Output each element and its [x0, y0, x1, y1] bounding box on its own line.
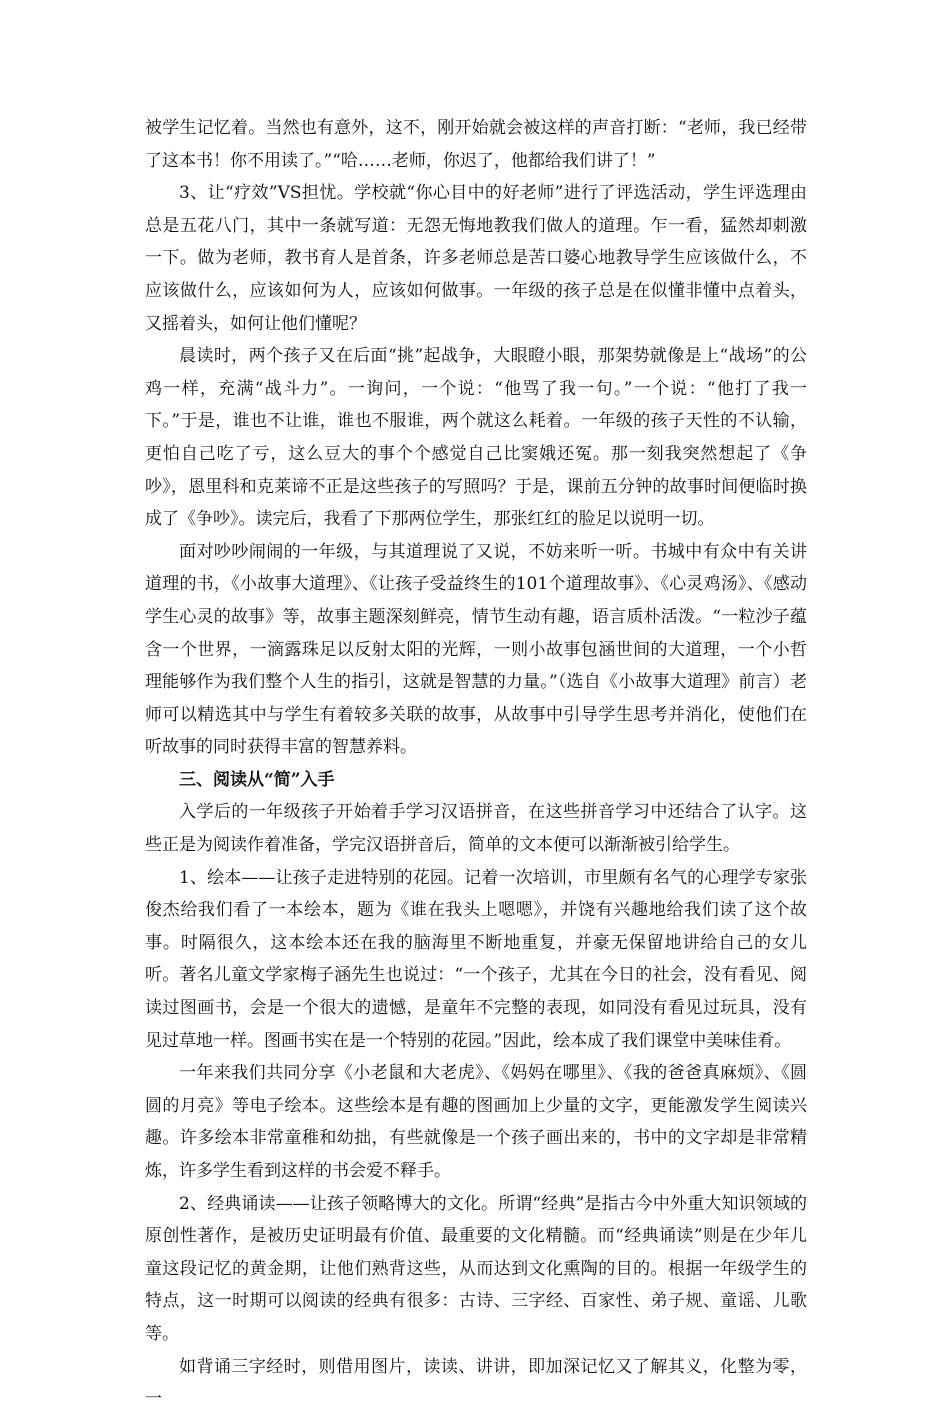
paragraph-pinyin: 入学后的一年级孩子开始着手学习汉语拼音，在这些拼音学习中还结合了认字。这些正是为阅读作着准备，学完汉语拼音后，简单的文本便可以渐渐被引给学生。	[145, 802, 807, 856]
paragraph-picture-books: 1、绘本——让孩子走进特别的花园。记着一次培训，市里颇有名气的心理学专家张俊杰给我们看了一本绘本，题为《谁在我头上嗯嗯》，并饶有兴趣地给我们读了这个故事。时隔很久，这本绘本还在我的脑海里不断地重复，并豪无保留地讲给自己的女儿听。著名儿童文学家梅子涵先生也说过：“一个孩子，尤其在今日的社会，没有看见、阅读过图画书，会是一个很大的遗憾，是童年不完整的表现，如同没有看见过玩具，没有见过草地一样。图画书实在是一个特别的花园。”因此，绘本成了我们课堂中美味佳肴。	[145, 867, 807, 1051]
paragraph-story-books: 面对吵吵闹闹的一年级，与其道理说了又说，不妨来听一听。书城中有众中有关讲道理的书，《小故事大道理》、《让孩子受益终生的101个道理故事》、《心灵鸡汤》、《感动学生心灵的故事》等，故事主题深刻鲜亮，情节生动有趣，语言质朴活泼。“一粒沙子蕴含一个世界，一滴露珠足以反射太阳的光辉，一则小故事包涵世间的大道理，一个小哲理能够作为我们整个人生的指引，这就是智慧的力量。”（选自《小故事大道理》前言）老师可以精选其中与学生有着较多关联的故事，从故事中引导学生思考并消化，使他们在听故事的同时获得丰富的智慧养料。	[145, 541, 807, 758]
paragraph-treatment-worry: 3、让“疗效”VS担忧。学校就“你心目中的好老师”进行了评选活动，学生评选理由总是五花八门，其中一条就写道：无怨无悔地教我们做人的道理。乍一看，猛然却刺激一下。做为老师，教书育人是首条，许多老师总是苦口婆心地教导学生应该做什么，不应该做什么，应该如何为人，应该如何做事。一年级的孩子总是在似懂非懂中点着头，又摇着头，如何让他们懂呢？	[145, 183, 807, 334]
section-heading: 三、阅读从“简”入手	[179, 769, 335, 790]
paragraph-classics: 2、经典诵读——让孩子领略博大的文化。所谓“经典”是指古今中外重大知识领域的原创性著作，是被历史证明最有价值、最重要的文化精髓。而“经典诵读”则是在少年儿童这段记忆的黄金期，让他们熟背这些，从而达到文化熏陶的目的。根据一年级学生的特点，这一时期可以阅读的经典有很多：古诗、三字经、百家性、弟子规、童谣、儿歌等。	[145, 1193, 807, 1344]
paragraph-morning-reading: 晨读时，两个孩子又在后面“挑”起战争，大眼瞪小眼，那架势就像是上“战场”的公鸡一样，充满“战斗力”。一询问，一个说：“他骂了我一句。”一个说：“他打了我一下。”于是，谁也不让谁，谁也不服谁，两个就这么耗着。一年级的孩子天性的不认输，更怕自己吃了亏，这么豆大的事个个感觉自己比窦娥还冤。那一刻我突然想起了《争吵》，恩里科和克莱谛不正是这些孩子的写照吗？于是，课前五分钟的故事时间便临时换成了《争吵》。读完后，我看了下那两位学生，那张红红的脸足以说明一切。	[145, 346, 807, 530]
paragraph-continuation: 被学生记忆着。当然也有意外，这不，刚开始就会被这样的声音打断：“老师，我已经带了这本书！你不用读了。”“哈……老师，你迟了，他都给我们讲了！”	[145, 118, 807, 171]
paragraph-shared-books: 一年来我们共同分享《小老鼠和大老虎》、《妈妈在哪里》、《我的爸爸真麻烦》、《圆圆的月亮》等电子绘本。这些绘本是有趣的图画加上少量的文字，更能激发学生阅读兴趣。许多绘本非常童稚和幼拙，有些就像是一个孩子画出来的，书中的文字却是非常精炼，许多学生看到这样的书会爱不释手。	[145, 1063, 807, 1181]
paragraph-three-character-classic: 如背诵三字经时，则借用图片，读读、讲讲，即加深记忆又了解其义，化整为零，一	[145, 1356, 807, 1410]
document-page	[145, 112, 807, 1416]
